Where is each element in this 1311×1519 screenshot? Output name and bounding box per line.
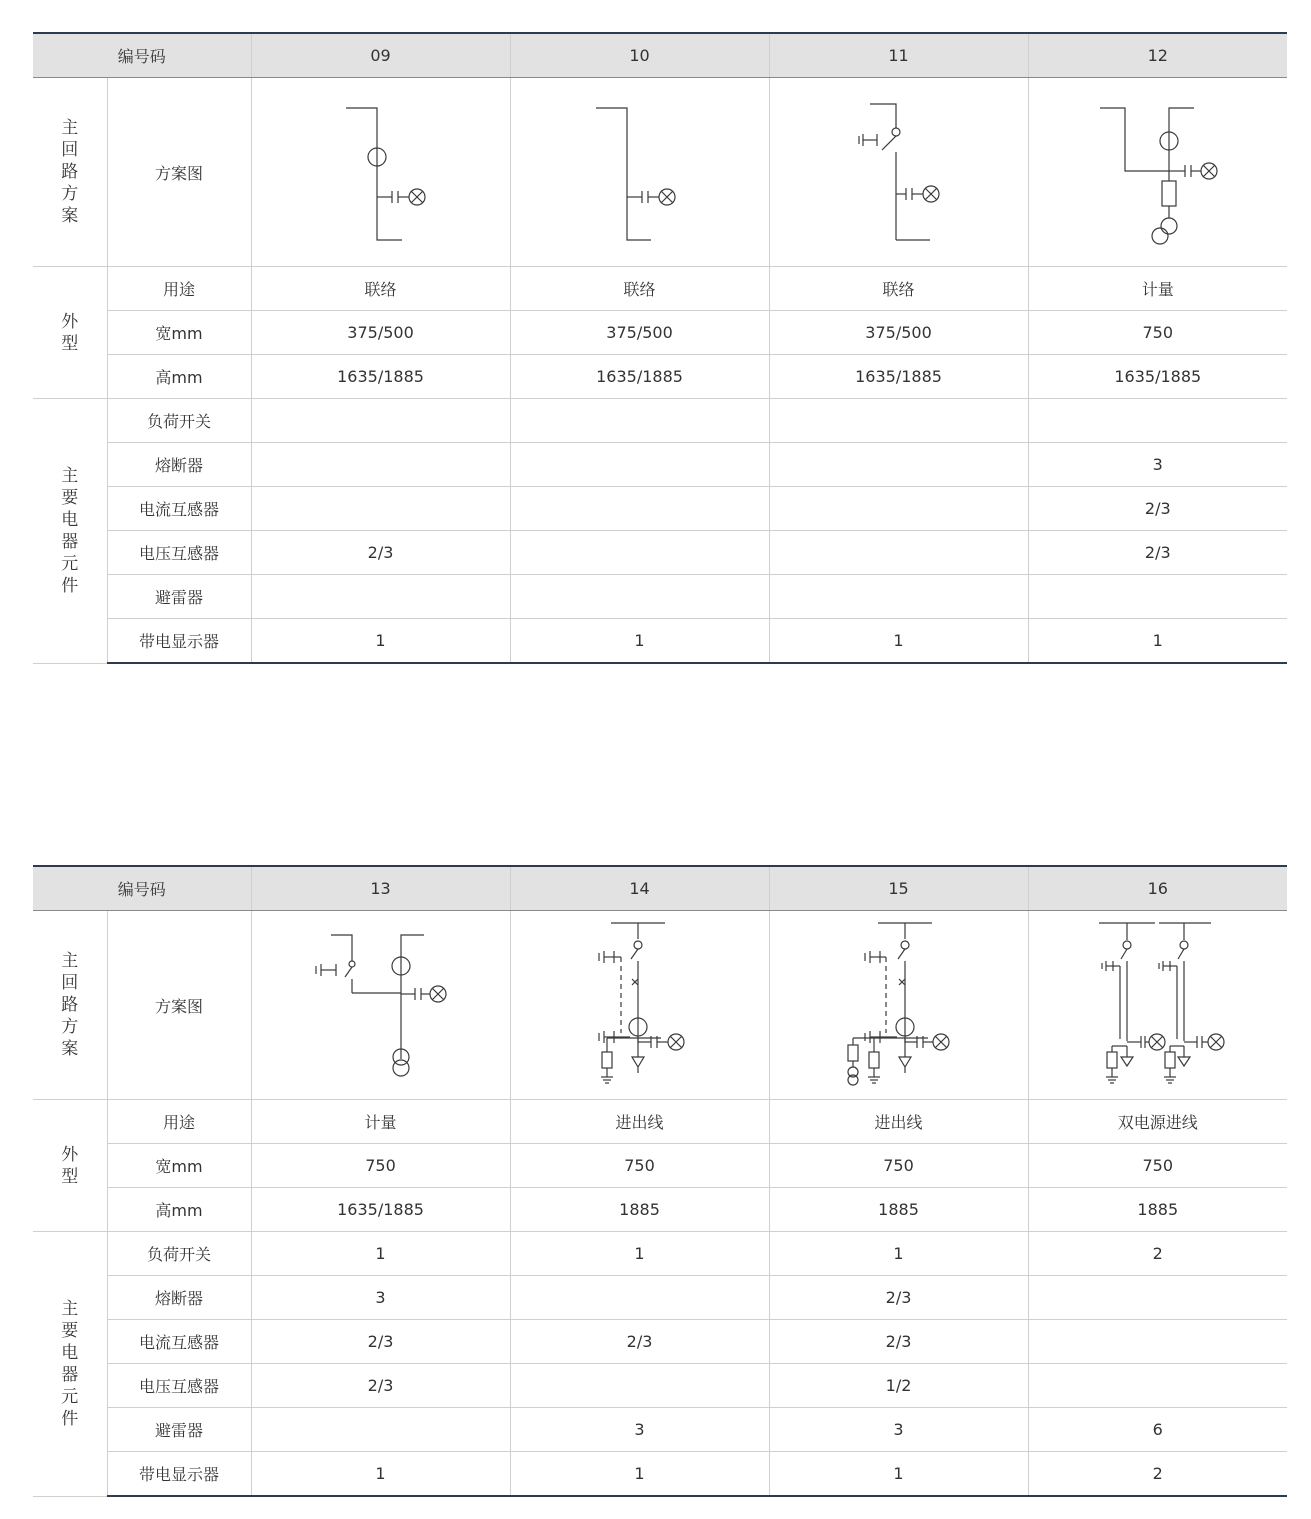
fuse-cell xyxy=(251,443,510,487)
width-row xyxy=(33,1144,1287,1188)
height-cell: 1635/1885 xyxy=(510,355,769,399)
width-row xyxy=(33,311,1287,355)
circuit-diagram-16 xyxy=(1028,911,1287,1100)
current-transformer-cell xyxy=(1028,1320,1287,1364)
live-display-cell: 1 xyxy=(510,619,769,664)
row-label-current-transformer: 电流互感器 xyxy=(107,1320,251,1364)
fuse-cell xyxy=(1028,1276,1287,1320)
load-switch-cell: 2 xyxy=(1028,1232,1287,1276)
load-switch-cell xyxy=(1028,399,1287,443)
circuit-diagram-09 xyxy=(251,78,510,267)
fuse-row xyxy=(33,443,1287,487)
arrester-row xyxy=(33,575,1287,619)
voltage-transformer-cell: 2/3 xyxy=(251,1364,510,1408)
voltage-transformer-cell xyxy=(769,531,1028,575)
current-transformer-cell xyxy=(251,487,510,531)
width-cell: 750 xyxy=(1028,1144,1287,1188)
fuse-cell: 3 xyxy=(251,1276,510,1320)
usage-cell: 双电源进线 xyxy=(1028,1100,1287,1144)
arrester-cell: 3 xyxy=(510,1408,769,1452)
circuit-diagram-15 xyxy=(769,911,1028,1100)
row-label-height: 高mm xyxy=(107,355,251,399)
height-cell: 1635/1885 xyxy=(769,355,1028,399)
usage-cell: 联络 xyxy=(251,267,510,311)
row-label-voltage-transformer: 电压互感器 xyxy=(107,1364,251,1408)
row-label-fuse: 熔断器 xyxy=(107,443,251,487)
live-display-cell: 1 xyxy=(769,1452,1028,1497)
row-label-voltage-transformer: 电压互感器 xyxy=(107,531,251,575)
voltage-transformer-cell: 2/3 xyxy=(251,531,510,575)
live-display-row xyxy=(33,1452,1287,1497)
current-transformer-cell: 2/3 xyxy=(1028,487,1287,531)
arrester-cell xyxy=(510,575,769,619)
voltage-transformer-row xyxy=(33,1364,1287,1408)
group-main-circuit: 主 回 路 方 案 xyxy=(33,911,107,1100)
height-row xyxy=(33,355,1287,399)
table-header-row xyxy=(33,866,1287,911)
row-label-load-switch: 负荷开关 xyxy=(107,1232,251,1276)
column-code: 10 xyxy=(510,33,769,78)
height-cell: 1635/1885 xyxy=(251,355,510,399)
column-code: 14 xyxy=(510,866,769,911)
width-cell: 375/500 xyxy=(251,311,510,355)
arrester-cell xyxy=(1028,575,1287,619)
height-cell: 1885 xyxy=(1028,1188,1287,1232)
height-row xyxy=(33,1188,1287,1232)
column-code: 11 xyxy=(769,33,1028,78)
spec-table-1 xyxy=(33,32,1287,664)
table-header-row xyxy=(33,33,1287,78)
arrester-cell: 3 xyxy=(769,1408,1028,1452)
row-label-width: 宽mm xyxy=(107,311,251,355)
group-appearance: 外 型 xyxy=(33,1100,107,1232)
arrester-cell xyxy=(251,1408,510,1452)
voltage-transformer-cell: 2/3 xyxy=(1028,531,1287,575)
usage-cell: 联络 xyxy=(510,267,769,311)
current-transformer-cell xyxy=(510,487,769,531)
arrester-cell: 6 xyxy=(1028,1408,1287,1452)
row-label-load-switch: 负荷开关 xyxy=(107,399,251,443)
header-code-label: 编号码 xyxy=(33,33,251,78)
fuse-cell: 2/3 xyxy=(769,1276,1028,1320)
row-label-diagram: 方案图 xyxy=(107,78,251,267)
spec-table-2 xyxy=(33,865,1287,1497)
width-cell: 375/500 xyxy=(769,311,1028,355)
arrester-cell xyxy=(769,575,1028,619)
header-code-label: 编号码 xyxy=(33,866,251,911)
column-code: 09 xyxy=(251,33,510,78)
circuit-diagram-10 xyxy=(510,78,769,267)
width-cell: 750 xyxy=(1028,311,1287,355)
row-label-fuse: 熔断器 xyxy=(107,1276,251,1320)
load-switch-cell: 1 xyxy=(510,1232,769,1276)
current-transformer-cell: 2/3 xyxy=(769,1320,1028,1364)
row-label-height: 高mm xyxy=(107,1188,251,1232)
group-appearance: 外 型 xyxy=(33,267,107,399)
circuit-diagram-13 xyxy=(251,911,510,1100)
fuse-cell xyxy=(510,1276,769,1320)
live-display-cell: 2 xyxy=(1028,1452,1287,1497)
circuit-diagram-icon xyxy=(252,78,511,266)
column-code: 12 xyxy=(1028,33,1287,78)
group-components: 主 要 电 器 元 件 xyxy=(33,1232,107,1497)
current-transformer-cell: 2/3 xyxy=(251,1320,510,1364)
usage-cell: 计量 xyxy=(1028,267,1287,311)
width-cell: 375/500 xyxy=(510,311,769,355)
live-display-cell: 1 xyxy=(251,619,510,664)
row-label-width: 宽mm xyxy=(107,1144,251,1188)
current-transformer-row xyxy=(33,487,1287,531)
row-label-arrester: 避雷器 xyxy=(107,575,251,619)
usage-row xyxy=(33,267,1287,311)
arrester-row xyxy=(33,1408,1287,1452)
width-cell: 750 xyxy=(769,1144,1028,1188)
load-switch-cell: 1 xyxy=(251,1232,510,1276)
row-label-diagram: 方案图 xyxy=(107,911,251,1100)
circuit-diagram-icon xyxy=(770,78,1029,266)
live-display-row xyxy=(33,619,1287,664)
fuse-cell xyxy=(510,443,769,487)
voltage-transformer-cell xyxy=(1028,1364,1287,1408)
column-code: 16 xyxy=(1028,866,1287,911)
height-cell: 1635/1885 xyxy=(251,1188,510,1232)
diagram-row xyxy=(33,911,1287,1100)
height-cell: 1885 xyxy=(769,1188,1028,1232)
load-switch-cell xyxy=(251,399,510,443)
usage-cell: 联络 xyxy=(769,267,1028,311)
arrester-cell xyxy=(251,575,510,619)
column-code: 13 xyxy=(251,866,510,911)
current-transformer-cell: 2/3 xyxy=(510,1320,769,1364)
usage-cell: 计量 xyxy=(251,1100,510,1144)
row-label-live-display: 带电显示器 xyxy=(107,619,251,664)
load-switch-row xyxy=(33,1232,1287,1276)
circuit-diagram-icon xyxy=(1029,911,1288,1099)
circuit-diagram-icon xyxy=(511,78,770,266)
live-display-cell: 1 xyxy=(1028,619,1287,664)
live-display-cell: 1 xyxy=(251,1452,510,1497)
height-cell: 1885 xyxy=(510,1188,769,1232)
current-transformer-cell xyxy=(769,487,1028,531)
row-label-live-display: 带电显示器 xyxy=(107,1452,251,1497)
fuse-cell xyxy=(769,443,1028,487)
fuse-cell: 3 xyxy=(1028,443,1287,487)
width-cell: 750 xyxy=(251,1144,510,1188)
load-switch-cell xyxy=(510,399,769,443)
load-switch-cell xyxy=(769,399,1028,443)
row-label-current-transformer: 电流互感器 xyxy=(107,487,251,531)
fuse-row xyxy=(33,1276,1287,1320)
row-label-usage: 用途 xyxy=(107,1100,251,1144)
live-display-cell: 1 xyxy=(769,619,1028,664)
voltage-transformer-cell xyxy=(510,531,769,575)
diagram-row xyxy=(33,78,1287,267)
row-label-arrester: 避雷器 xyxy=(107,1408,251,1452)
voltage-transformer-row xyxy=(33,531,1287,575)
width-cell: 750 xyxy=(510,1144,769,1188)
circuit-diagram-11 xyxy=(769,78,1028,267)
group-main-circuit: 主 回 路 方 案 xyxy=(33,78,107,267)
group-components: 主 要 电 器 元 件 xyxy=(33,399,107,664)
usage-cell: 进出线 xyxy=(510,1100,769,1144)
usage-cell: 进出线 xyxy=(769,1100,1028,1144)
current-transformer-row xyxy=(33,1320,1287,1364)
height-cell: 1635/1885 xyxy=(1028,355,1287,399)
usage-row xyxy=(33,1100,1287,1144)
circuit-diagram-icon xyxy=(1029,78,1288,266)
load-switch-cell: 1 xyxy=(769,1232,1028,1276)
column-code: 15 xyxy=(769,866,1028,911)
load-switch-row xyxy=(33,399,1287,443)
circuit-diagram-icon xyxy=(770,911,1029,1099)
live-display-cell: 1 xyxy=(510,1452,769,1497)
row-label-usage: 用途 xyxy=(107,267,251,311)
circuit-diagram-icon xyxy=(511,911,770,1099)
circuit-diagram-14 xyxy=(510,911,769,1100)
voltage-transformer-cell: 1/2 xyxy=(769,1364,1028,1408)
voltage-transformer-cell xyxy=(510,1364,769,1408)
circuit-diagram-12 xyxy=(1028,78,1287,267)
circuit-diagram-icon xyxy=(252,911,511,1099)
